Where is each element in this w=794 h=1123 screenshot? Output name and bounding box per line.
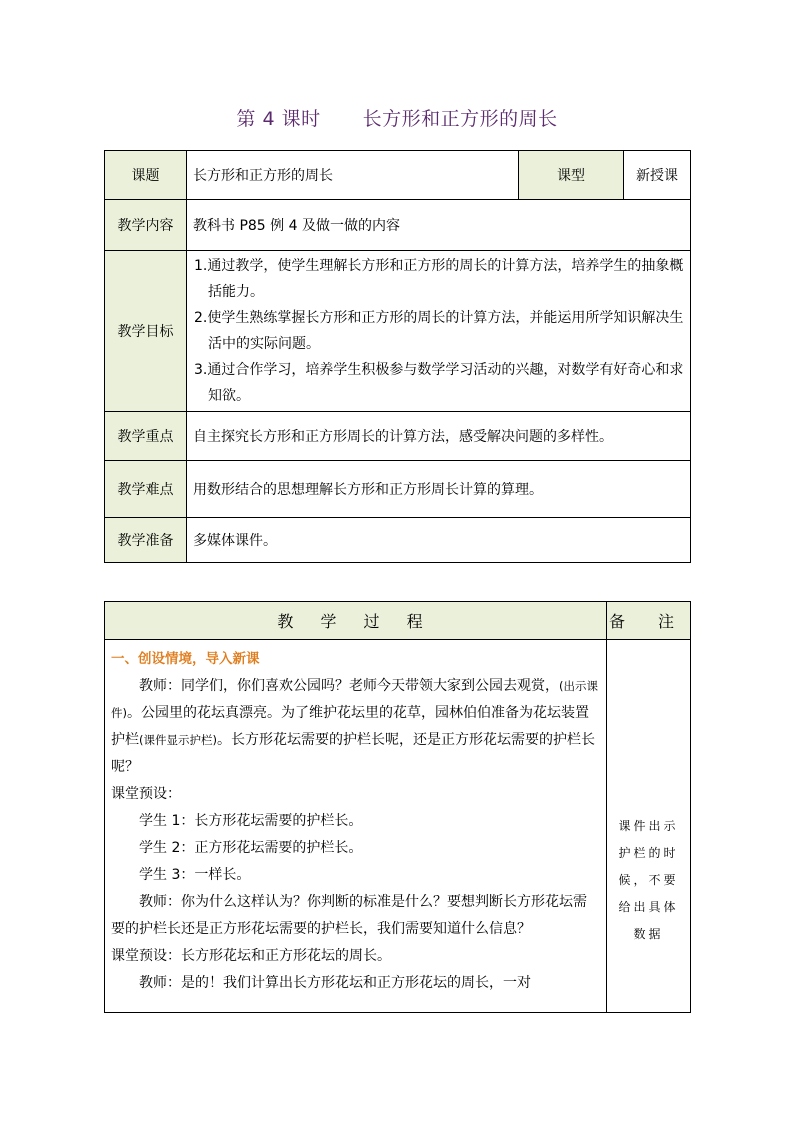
note-line: 候，不要	[618, 873, 679, 887]
content-value: 教科书 P85 例 4 及做一做的内容	[187, 200, 691, 251]
goal-item: 2.使学生熟练掌握长方形和正方形的周长的计算方法，并能运用所学知识解决生活中的实际问题。	[194, 310, 684, 352]
difficulty-row	[105, 461, 691, 518]
goals-list	[187, 251, 691, 412]
process-body-row	[105, 640, 691, 1013]
process-header: 教 学 过 程	[105, 602, 607, 640]
note-line: 数据	[633, 927, 664, 941]
paragraph: 学生 1：长方形花坛需要的护栏长。	[139, 813, 363, 829]
lesson-topic: 长方形和正方形的周长	[362, 108, 558, 130]
prep-value: 多媒体课件。	[187, 518, 691, 563]
content-row	[105, 200, 691, 251]
goals-row	[105, 251, 691, 412]
content-label: 教学内容	[105, 200, 187, 251]
type-value: 新授课	[624, 151, 691, 200]
difficulty-label: 教学难点	[105, 461, 187, 518]
lesson-info-table	[104, 150, 691, 563]
process-content	[105, 640, 607, 1013]
subject-value: 长方形和正方形的周长	[187, 151, 519, 200]
goals-label: 教学目标	[105, 251, 187, 412]
note-line: 课件出示	[618, 819, 679, 833]
type-label: 课型	[519, 151, 624, 200]
key-label: 教学重点	[105, 412, 187, 461]
paragraph: 学生 2：正方形花坛需要的护栏长。	[139, 840, 363, 856]
teaching-process-table	[104, 601, 691, 1013]
prep-row	[105, 518, 691, 563]
subject-row	[105, 151, 691, 200]
section-heading: 一、创设情境，导入新课	[111, 651, 260, 667]
note-header: 备 注	[607, 602, 691, 640]
key-value: 自主探究长方形和正方形周长的计算方法，感受解决问题的多样性。	[187, 412, 691, 461]
paragraph: 课堂预设：	[111, 786, 181, 802]
paragraph: 教师：你为什么这样认为？你判断的标准是什么？要想判断长方形花坛需要的护栏长还是正方形花坛需要的护栏长，我们需要知道什么信息？	[111, 894, 587, 937]
note-line: 给出具体	[618, 900, 679, 914]
lesson-number: 第 4 课时	[236, 108, 321, 130]
note-line: 护栏的时	[618, 846, 679, 860]
difficulty-value: 用数形结合的思想理解长方形和正方形周长计算的算理。	[187, 461, 691, 518]
paragraph: 课堂预设：长方形花坛和正方形花坛的周长。	[111, 948, 391, 964]
paragraph: 学生 3：一样长。	[139, 867, 251, 883]
goal-item: 3.通过合作学习，培养学生积极参与数学学习活动的兴趣，对数学有好奇心和求知欲。	[194, 362, 684, 404]
subject-label: 课题	[105, 151, 187, 200]
key-row	[105, 412, 691, 461]
process-header-row	[105, 602, 691, 640]
goal-item: 1.通过教学，使学生理解长方形和正方形的周长的计算方法，培养学生的抽象概括能力。	[194, 258, 684, 300]
note-cell	[607, 640, 691, 1013]
paragraph: 教师：同学们，你们喜欢公园吗？老师今天带领大家到公园去观赏，(出示课件)。公园里的花坛真漂亮。为了维护花坛里的花草，园林伯伯准备为花坛装置护栏(课件显示护栏)。长方形花坛需要的护栏长呢，还是正方形花坛需要的护栏长呢？	[111, 678, 598, 775]
paragraph: 教师：是的！我们计算出长方形花坛和正方形花坛的周长，一对	[139, 975, 531, 991]
page-title	[0, 104, 794, 131]
prep-label: 教学准备	[105, 518, 187, 563]
